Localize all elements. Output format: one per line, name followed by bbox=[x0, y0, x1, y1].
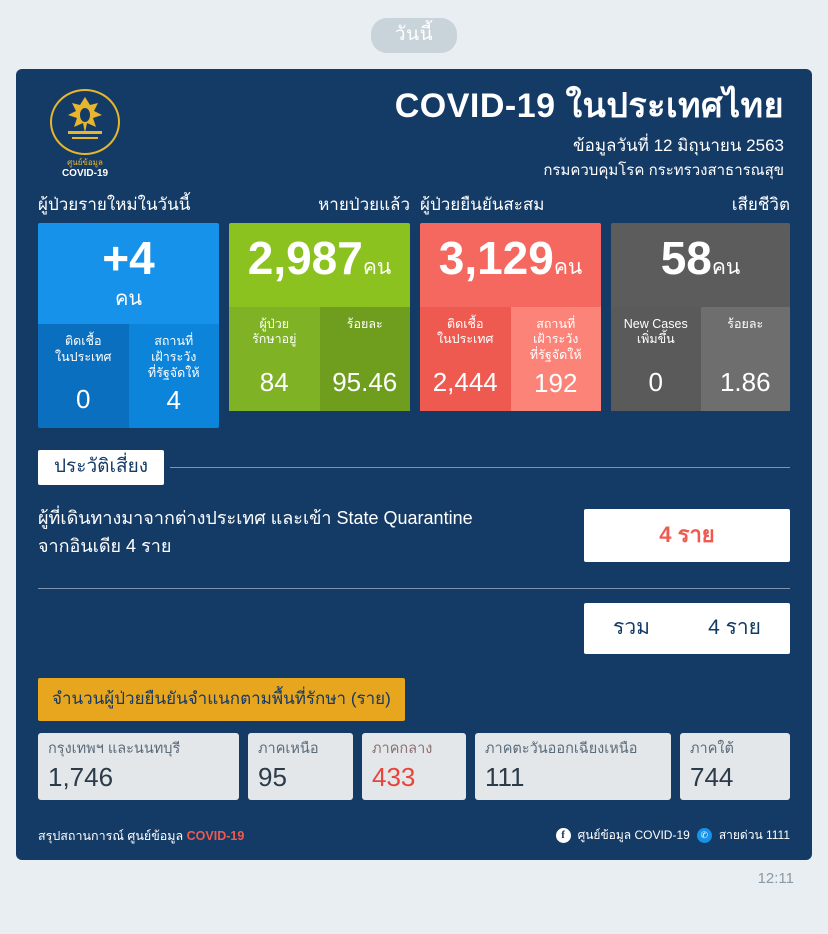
stat-deaths-new-label bbox=[615, 317, 697, 363]
facebook-icon: f bbox=[556, 828, 571, 843]
risk-history-tab: ประวัติเสี่ยง bbox=[38, 450, 164, 485]
label-line-2: เพิ่มขึ้น bbox=[636, 332, 675, 347]
stat-confirmed-domestic bbox=[420, 307, 511, 411]
header-text-block bbox=[132, 87, 790, 181]
label-line-2: เฝ้าระวัง bbox=[533, 332, 579, 347]
risk-description-line-2: จากอินเดีย 4 ราย bbox=[38, 536, 172, 557]
label-line-1: ร้อยละ bbox=[346, 316, 383, 331]
risk-count-badge: 4 ราย bbox=[584, 509, 790, 562]
stat-recovered-breakdown bbox=[229, 307, 410, 411]
label-line-3: ที่รัฐจัดให้ bbox=[147, 365, 200, 380]
risk-description-line-1: ผู้ที่เดินทางมาจากต่างประเทศ และเข้า State Quarantine bbox=[38, 508, 473, 529]
region-value: 95 bbox=[258, 761, 287, 792]
stat-deaths-percent-label bbox=[705, 317, 787, 363]
stat-label-recovered: หายป่วยแล้ว bbox=[318, 194, 410, 214]
stat-label-new-cases: ผู้ป่วยรายใหม่ในวันนี้ bbox=[38, 194, 191, 214]
stat-new-cases-domestic-value: 0 bbox=[76, 384, 91, 415]
label-line-2: เฝ้าระวัง bbox=[151, 350, 197, 364]
footer-facebook-label: ศูนย์ข้อมูล COVID-19 bbox=[577, 828, 690, 843]
label-line-2: รักษาอยู่ bbox=[252, 332, 297, 347]
label-line-1: ร้อยละ bbox=[727, 316, 764, 331]
risk-total-row bbox=[38, 603, 790, 654]
risk-total-divider bbox=[38, 588, 790, 589]
card-header bbox=[16, 69, 812, 191]
stat-label-deaths: เสียชีวิต bbox=[731, 194, 790, 214]
date-pill: วันนี้ bbox=[371, 18, 457, 53]
region-box-north bbox=[248, 733, 353, 799]
footer-hotline-label: สายด่วน 1111 bbox=[718, 828, 790, 843]
stat-new-cases-unit: คน bbox=[114, 288, 143, 311]
stat-confirmed-domestic-label bbox=[424, 317, 507, 363]
label-line-1: ผู้ป่วย bbox=[259, 316, 290, 331]
risk-row bbox=[38, 503, 790, 562]
emblem-block bbox=[38, 87, 132, 180]
region-name: ภาคใต้ bbox=[690, 741, 734, 758]
stat-deaths-value: 58 bbox=[660, 231, 712, 284]
risk-total-value: 4 ราย bbox=[708, 616, 761, 640]
stat-recovered-active bbox=[229, 307, 320, 411]
date-separator bbox=[16, 18, 812, 53]
stat-confirmed-quarantine-value: 192 bbox=[534, 367, 578, 398]
stat-recovered-percent-value: 95.46 bbox=[332, 366, 398, 397]
stat-new-cases-domestic-label bbox=[42, 334, 125, 380]
covid-infographic-card bbox=[16, 69, 812, 860]
page-title: COVID-19 ในประเทศไทย bbox=[394, 87, 784, 125]
stats-row bbox=[16, 223, 812, 429]
header-date: ข้อมูลวันที่ 12 มิถุนายน 2563 bbox=[573, 136, 784, 156]
risk-history-header bbox=[38, 450, 790, 485]
stat-confirmed-domestic-value: 2,444 bbox=[432, 366, 498, 397]
stat-deaths-percent-value: 1.86 bbox=[719, 366, 771, 397]
region-name: ภาคตะวันออกเฉียงเหนือ bbox=[485, 741, 638, 758]
stat-label-confirmed: ผู้ป่วยยืนยันสะสม bbox=[420, 194, 545, 214]
message-timestamp: 12:11 bbox=[757, 869, 794, 887]
label-line-1: สถานที่ bbox=[536, 316, 576, 331]
stat-deaths-percent bbox=[701, 307, 791, 411]
footer-source bbox=[38, 826, 244, 846]
label-line-3: ที่รัฐจัดให้ bbox=[529, 347, 582, 362]
stat-recovered-unit: คน bbox=[362, 255, 392, 279]
phone-icon: ✆ bbox=[697, 828, 712, 843]
label-line-2: ในประเทศ bbox=[437, 332, 494, 347]
stats-label-row bbox=[16, 191, 812, 223]
stat-recovered-percent bbox=[320, 307, 411, 411]
region-row bbox=[38, 733, 790, 799]
emblem-label-1: ศูนย์ข้อมูล bbox=[67, 158, 103, 167]
footer-source-text: สรุปสถานการณ์ ศูนย์ข้อมูล bbox=[38, 828, 184, 843]
emblem-label-2: COVID-19 bbox=[61, 167, 109, 179]
stat-new-cases-value: +4 bbox=[102, 231, 155, 284]
region-name: กรุงเทพฯ และนนทบุรี bbox=[48, 741, 181, 758]
region-value: 744 bbox=[690, 761, 734, 792]
region-name: ภาคกลาง bbox=[372, 741, 433, 758]
region-name: ภาคเหนือ bbox=[258, 741, 319, 758]
label-line-1: ติดเชื้อ bbox=[65, 334, 102, 349]
stat-confirmed-value: 3,129 bbox=[438, 231, 554, 284]
stat-confirmed-unit: คน bbox=[553, 255, 583, 279]
risk-description bbox=[38, 503, 584, 561]
header-organization: กรมควบคุมโรค กระทรวงสาธารณสุข bbox=[543, 162, 784, 180]
stat-deaths-new-value: 0 bbox=[648, 366, 663, 397]
stat-new-cases-domestic bbox=[38, 324, 129, 428]
stat-deaths-new bbox=[611, 307, 701, 411]
stat-confirmed-breakdown bbox=[420, 307, 601, 411]
footer-contacts bbox=[556, 826, 790, 845]
stat-recovered-active-value: 84 bbox=[259, 366, 289, 397]
label-line-2: ในประเทศ bbox=[55, 350, 112, 364]
label-line-1: ติดเชื้อ bbox=[447, 316, 484, 331]
footer-source-highlight: COVID-19 bbox=[186, 828, 245, 843]
region-box-northeast bbox=[475, 733, 671, 799]
stat-deaths-unit: คน bbox=[711, 255, 741, 279]
garuda-emblem-icon bbox=[50, 89, 120, 155]
stat-new-cases-quarantine-label bbox=[133, 334, 216, 381]
risk-total-label: รวม bbox=[613, 616, 650, 640]
region-value: 433 bbox=[372, 761, 416, 792]
label-line-1: สถานที่ bbox=[154, 334, 194, 349]
stat-deaths-breakdown bbox=[611, 307, 790, 411]
region-value: 111 bbox=[485, 761, 525, 792]
stat-recovered-percent-label bbox=[324, 317, 407, 363]
risk-history-section bbox=[16, 428, 812, 799]
stat-confirmed-quarantine bbox=[511, 307, 602, 411]
stat-new-cases-breakdown bbox=[38, 324, 219, 428]
stat-card-deaths bbox=[611, 223, 790, 429]
stat-recovered-active-label bbox=[233, 317, 316, 363]
risk-total-badge bbox=[584, 603, 790, 654]
stat-new-cases-main bbox=[38, 223, 219, 325]
stat-recovered-main bbox=[229, 223, 410, 307]
stat-confirmed-main bbox=[420, 223, 601, 307]
stat-deaths-main bbox=[611, 223, 790, 307]
stat-new-cases-quarantine bbox=[129, 324, 220, 428]
card-footer bbox=[16, 810, 812, 860]
region-box-bangkok bbox=[38, 733, 239, 799]
stat-confirmed-quarantine-label bbox=[515, 317, 598, 364]
region-value: 1,746 bbox=[48, 761, 114, 792]
label-line-1: New Cases bbox=[623, 316, 688, 331]
region-box-central bbox=[362, 733, 466, 799]
section-divider bbox=[170, 467, 790, 468]
stat-card-confirmed bbox=[420, 223, 601, 429]
region-box-south bbox=[680, 733, 790, 799]
stat-card-recovered bbox=[229, 223, 410, 429]
stat-recovered-value: 2,987 bbox=[247, 231, 363, 284]
region-section-title: จำนวนผู้ป่วยยืนยันจำแนกตามพื้นที่รักษา (ราย) bbox=[38, 678, 405, 721]
stat-card-new-cases bbox=[38, 223, 219, 429]
stat-new-cases-quarantine-value: 4 bbox=[166, 385, 181, 416]
